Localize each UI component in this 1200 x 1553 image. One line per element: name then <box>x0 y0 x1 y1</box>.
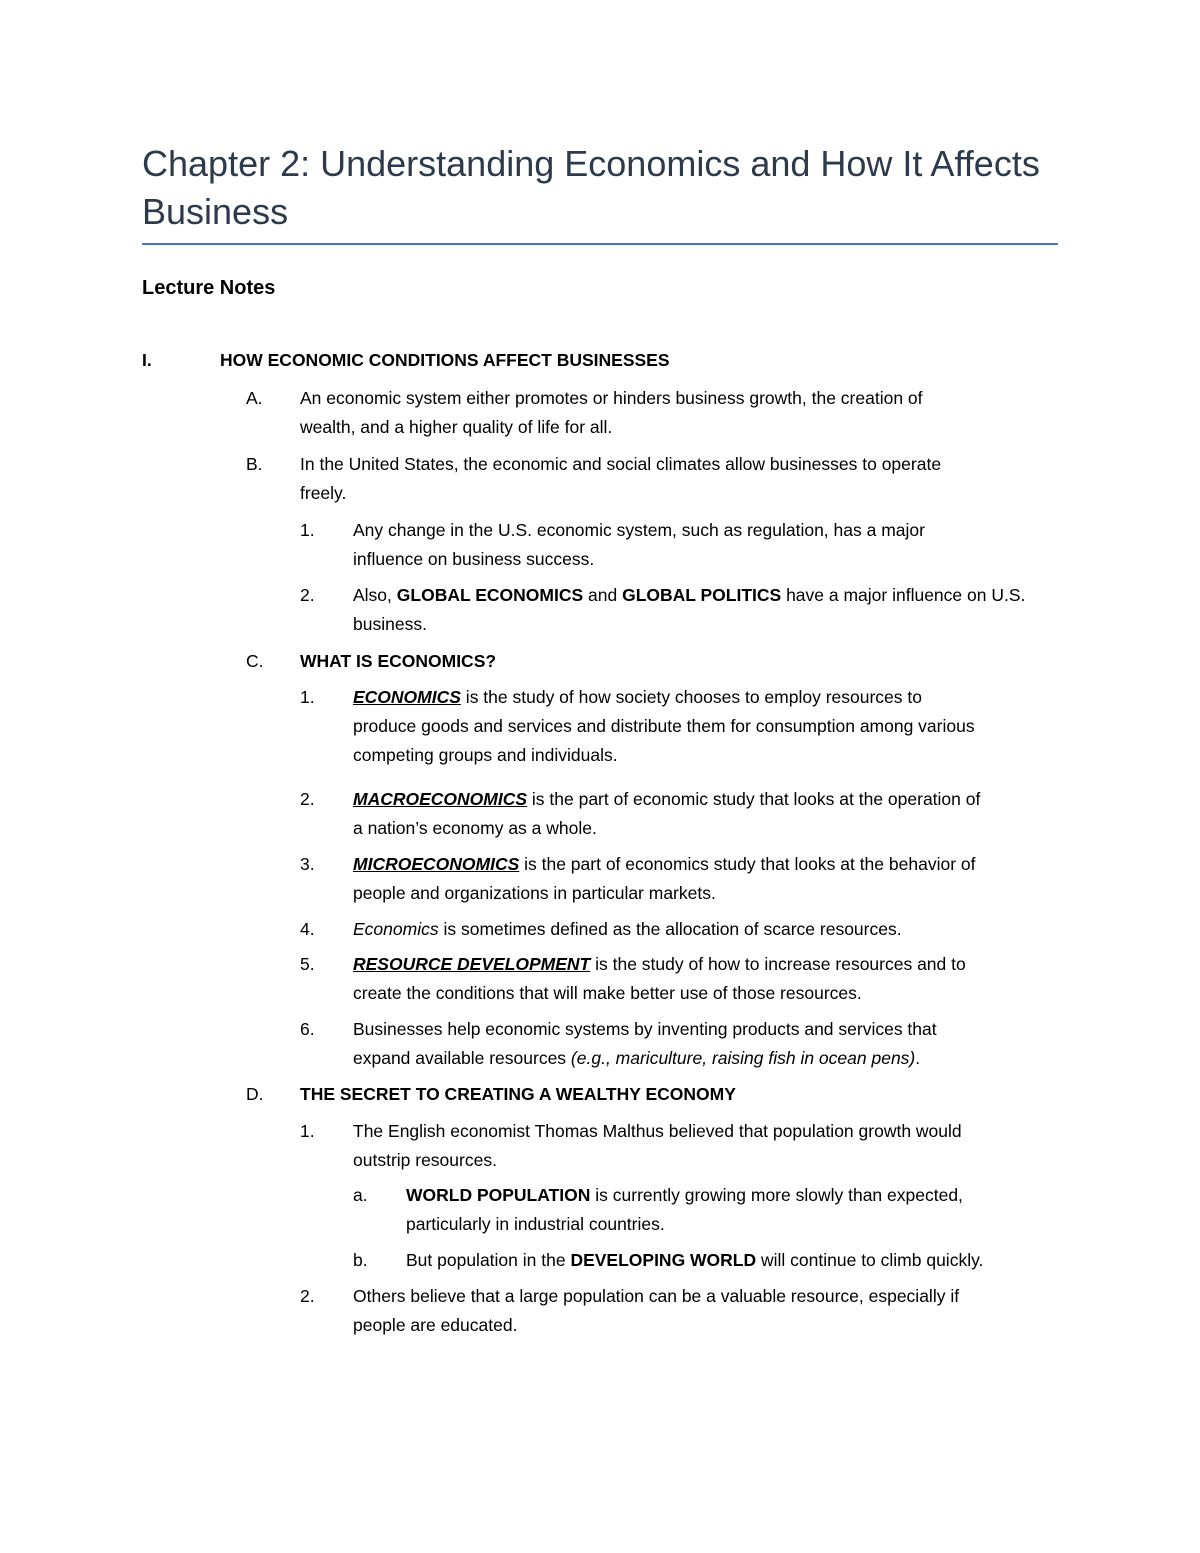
italic-term: Economics <box>353 919 439 939</box>
outline-marker: 2. <box>300 789 315 809</box>
outline-text: Businesses help economic systems by inventing products and services that <box>353 1019 937 1039</box>
outline-marker: C. <box>246 651 264 671</box>
outline-marker: B. <box>246 454 263 474</box>
text-run: Also, <box>353 585 397 605</box>
outline-text: business. <box>353 614 427 634</box>
lecture-notes-heading: Lecture Notes <box>142 277 276 299</box>
text-run: and <box>583 585 623 605</box>
outline-marker: b. <box>353 1250 368 1270</box>
outline-text <box>353 785 980 814</box>
outline-marker: 2. <box>300 585 315 605</box>
outline-text: Others believe that a large population can be a valuable resource, especially if <box>353 1286 960 1306</box>
outline-text <box>353 683 922 712</box>
outline-marker: a. <box>353 1185 368 1205</box>
text-run: is the study of how society chooses to employ resources to <box>460 687 922 707</box>
section-heading: HOW ECONOMIC CONDITIONS AFFECT BUSINESSES <box>220 350 670 370</box>
bold-term: DEVELOPING WORLD <box>570 1250 757 1270</box>
key-term: ECONOMICS <box>353 687 461 707</box>
outline-text: people are educated. <box>353 1315 518 1335</box>
outline-text <box>406 1246 983 1275</box>
outline-text: An economic system either promotes or hinders business growth, the creation of <box>300 388 923 408</box>
outline-marker: 1. <box>300 520 315 540</box>
subsection-heading: THE SECRET TO CREATING A WEALTHY ECONOMY <box>300 1084 736 1104</box>
text-run: expand available resources <box>353 1048 571 1068</box>
outline-marker: 4. <box>300 919 315 939</box>
text-run: is currently growing more slowly than expected, <box>590 1185 963 1205</box>
outline-text <box>353 950 966 979</box>
key-term: MACROECONOMICS <box>353 789 528 809</box>
outline-text: freely. <box>300 483 347 503</box>
text-run: . <box>915 1048 921 1068</box>
document-title: Chapter 2: Understanding Economics and How It Affects Business <box>142 143 1040 232</box>
outline-text: particularly in industrial countries. <box>406 1214 665 1234</box>
outline-marker: A. <box>246 388 263 408</box>
text-run: will continue to climb quickly. <box>756 1250 984 1270</box>
outline-text <box>406 1181 963 1210</box>
key-term: RESOURCE DEVELOPMENT <box>353 954 591 974</box>
outline-marker: 2. <box>300 1286 315 1306</box>
outline-text: wealth, and a higher quality of life for all. <box>300 417 613 437</box>
text-run: But population in the <box>406 1250 571 1270</box>
bold-term: GLOBAL POLITICS <box>622 585 782 605</box>
outline-text: competing groups and individuals. <box>353 745 618 765</box>
outline-text: In the United States, the economic and social climates allow businesses to operate <box>300 454 942 474</box>
outline-marker: 6. <box>300 1019 315 1039</box>
text-run: is sometimes defined as the allocation of scarce resources. <box>438 919 902 939</box>
outline-marker: 3. <box>300 854 315 874</box>
outline-text <box>353 915 902 944</box>
italic-example: (e.g., mariculture, raising fish in ocean pens) <box>570 1048 916 1068</box>
outline-marker: 5. <box>300 954 315 974</box>
section-marker: I. <box>142 350 152 370</box>
outline-text: create the conditions that will make better use of those resources. <box>353 983 862 1003</box>
outline-text: The English economist Thomas Malthus believed that population growth would <box>353 1121 962 1141</box>
outline-text: influence on business success. <box>353 549 595 569</box>
key-term: MICROECONOMICS <box>353 854 520 874</box>
outline-text <box>353 581 1025 610</box>
bold-term: GLOBAL ECONOMICS <box>396 585 584 605</box>
subsection-heading: WHAT IS ECONOMICS? <box>300 651 497 671</box>
outline-marker: 1. <box>300 687 315 707</box>
outline-text <box>353 850 975 879</box>
outline-marker: 1. <box>300 1121 315 1141</box>
text-run: is the part of economics study that looks at the behavior of <box>519 854 976 874</box>
outline-text: Any change in the U.S. economic system, such as regulation, has a major <box>353 520 925 540</box>
outline-text: outstrip resources. <box>353 1150 497 1170</box>
bold-term: WORLD POPULATION <box>406 1185 591 1205</box>
text-run: is the study of how to increase resources and to <box>590 954 966 974</box>
outline-text: produce goods and services and distribute them for consumption among various <box>353 716 975 736</box>
outline-text: a nation’s economy as a whole. <box>353 818 597 838</box>
outline-text: people and organizations in particular markets. <box>353 883 716 903</box>
text-run: is the part of economic study that looks at the operation of <box>527 789 981 809</box>
title-underline-rule <box>142 243 1058 245</box>
outline-text <box>353 1044 920 1073</box>
outline-marker: D. <box>246 1084 264 1104</box>
text-run: have a major influence on U.S. <box>781 585 1026 605</box>
